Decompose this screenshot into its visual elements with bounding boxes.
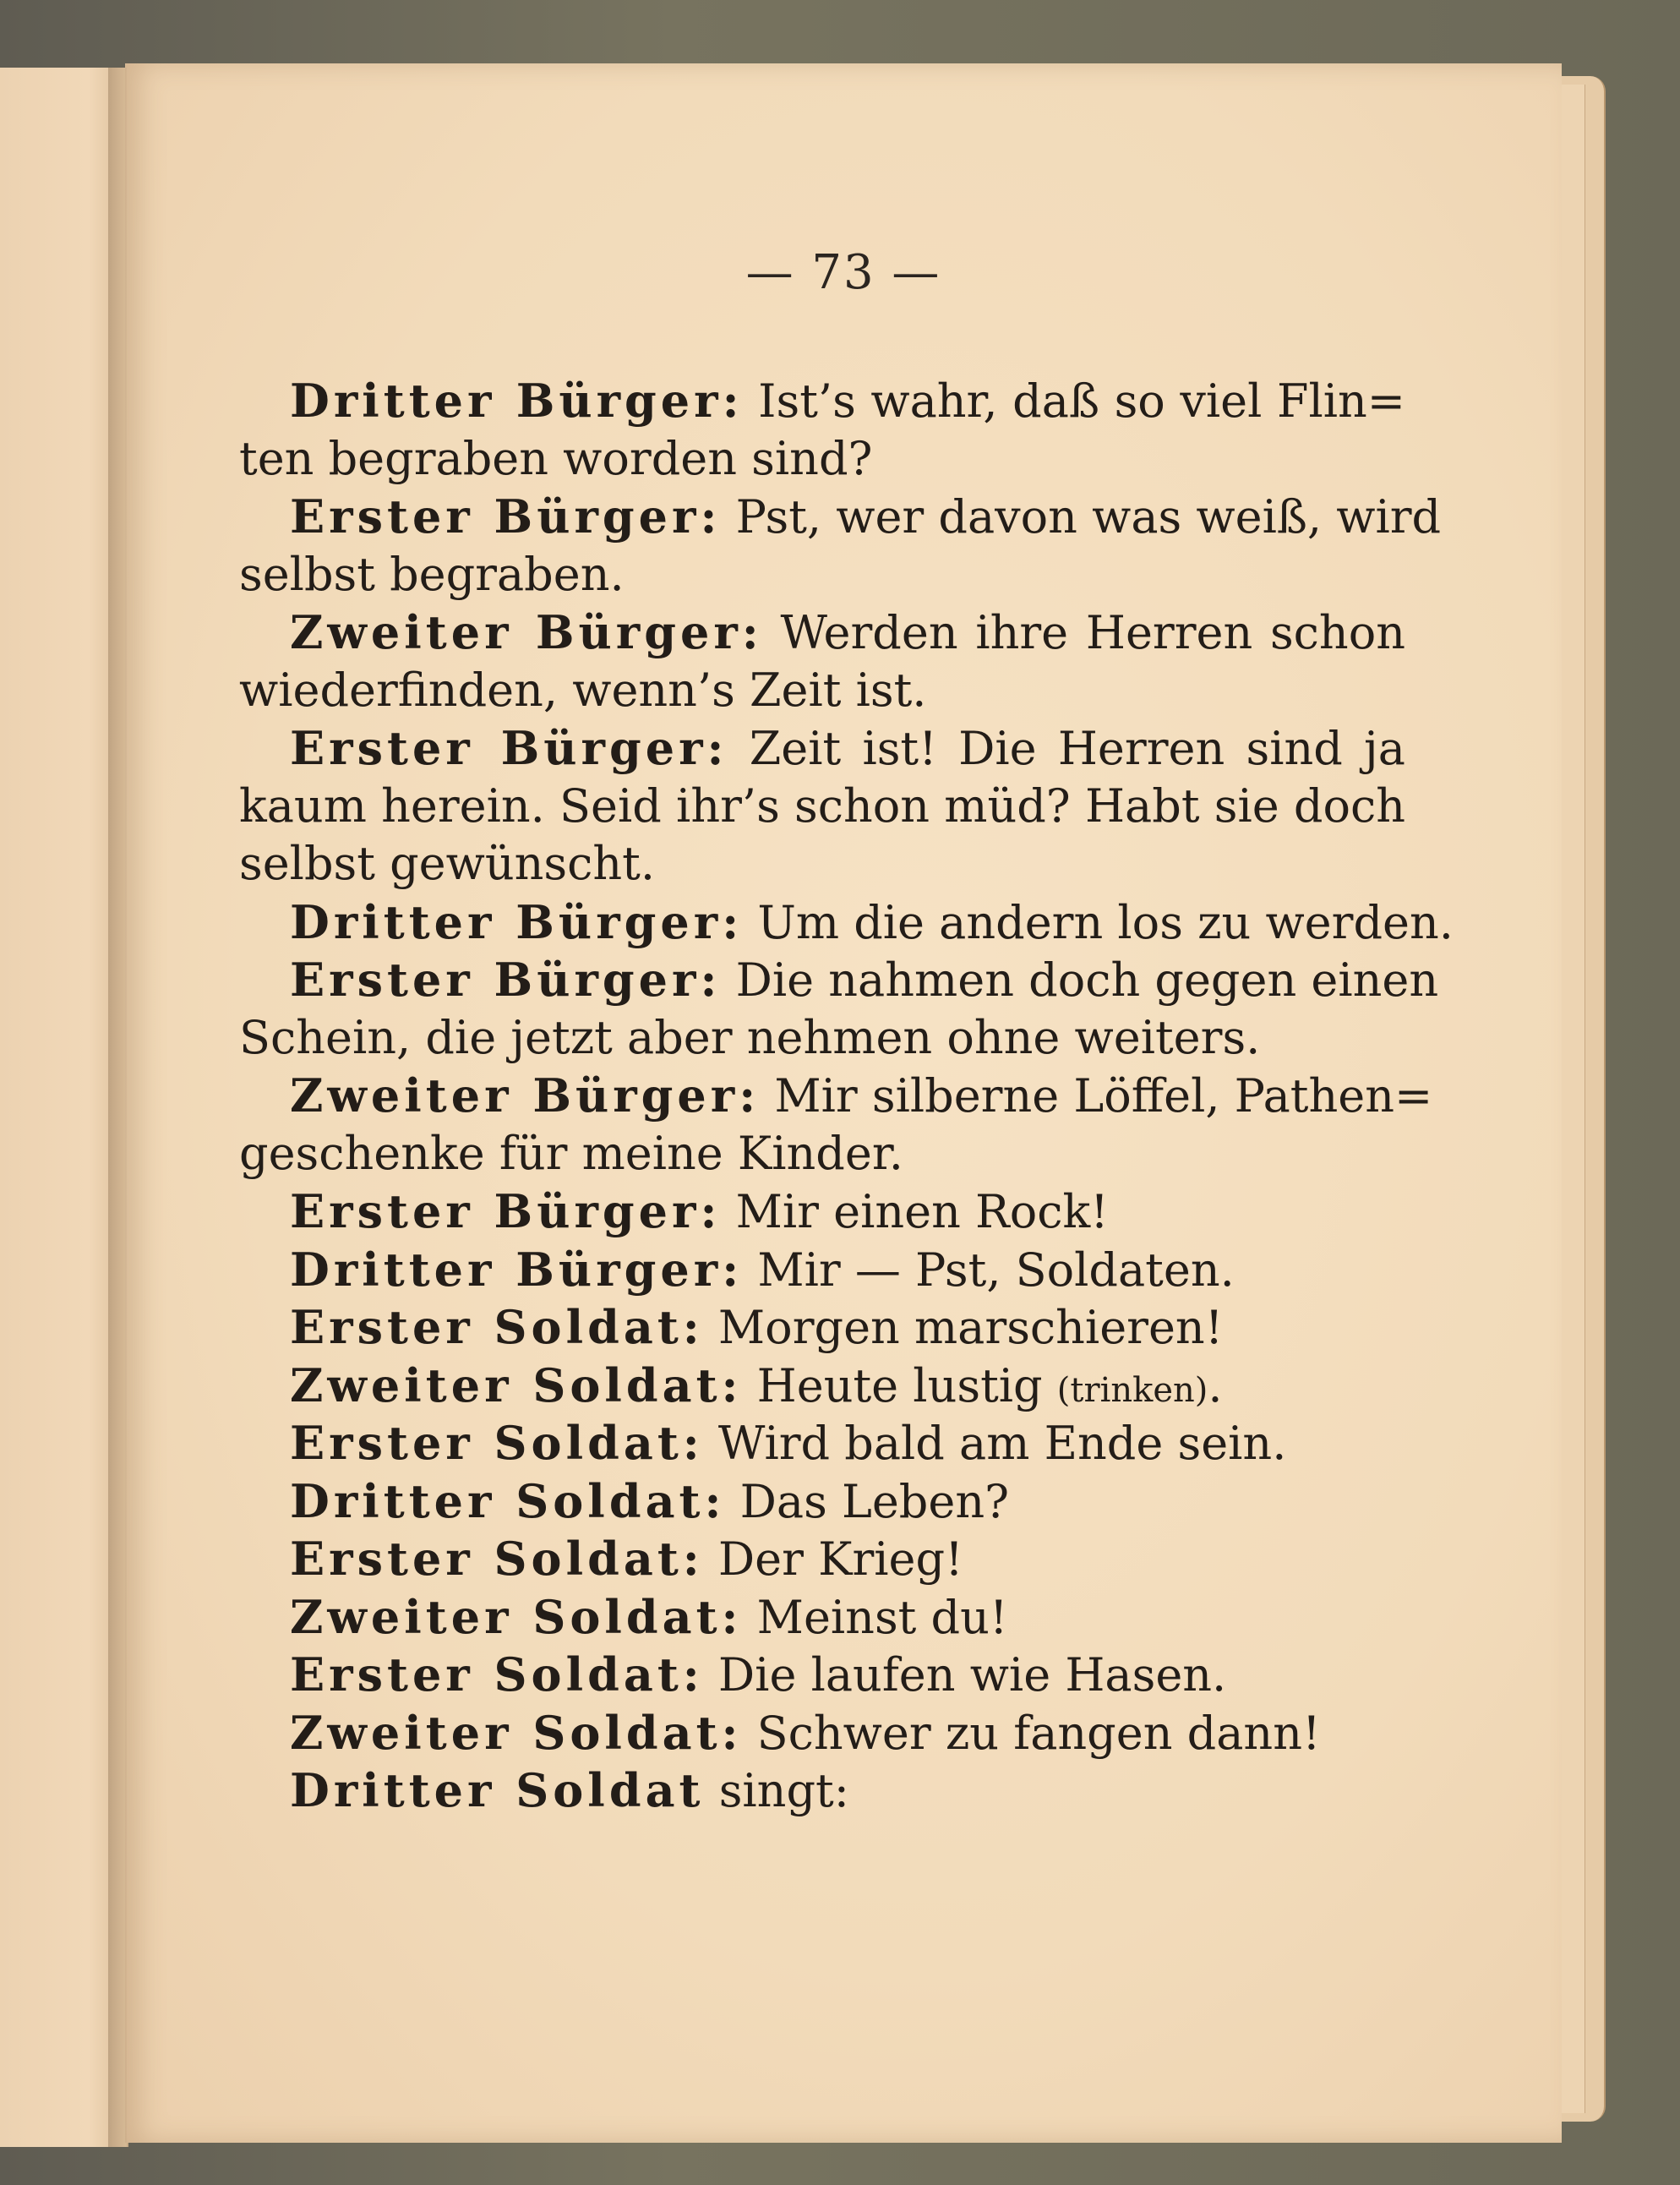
- text-line: [239, 604, 1405, 662]
- text-line: [239, 1241, 1405, 1299]
- text-line: [239, 1125, 1405, 1183]
- line-text: Um die andern los zu werden.: [757, 895, 1454, 949]
- line-text: Mir — Pst, Soldaten.: [757, 1243, 1235, 1297]
- page-number: — 73 —: [745, 245, 941, 300]
- text-line: [239, 546, 1405, 604]
- line-text: Heute lustig: [756, 1358, 1043, 1412]
- text-line: [239, 1414, 1405, 1472]
- speaker-label: Erster Bürger:: [290, 489, 722, 544]
- text-line: [239, 1183, 1405, 1241]
- speaker-label: Erster Soldat:: [290, 1416, 704, 1470]
- book-gutter-shadow: [108, 68, 127, 2147]
- speaker-label: Dritter Bürger:: [290, 894, 744, 949]
- line-text: Schwer zu fangen dann!: [756, 1706, 1321, 1760]
- speaker-label: Erster Soldat:: [290, 1647, 704, 1702]
- line-text: Schein, die jetzt aber nehmen ohne weiters.: [239, 1010, 1261, 1064]
- text-line: [239, 951, 1439, 1009]
- speaker-label: Zweiter Soldat:: [290, 1705, 743, 1760]
- speaker-label: Erster Bürger:: [290, 721, 728, 775]
- speaker-label: Dritter Soldat:: [290, 1473, 726, 1528]
- text-line: [239, 1588, 1405, 1647]
- line-text: selbst gewünscht.: [239, 837, 655, 890]
- line-text: Der Krieg!: [717, 1532, 963, 1586]
- text-line: [239, 778, 1405, 836]
- text-line: [239, 662, 1405, 720]
- speaker-label: Dritter Bürger:: [290, 1242, 744, 1297]
- text-line: [239, 1704, 1405, 1762]
- text-line: [239, 1067, 1433, 1125]
- text-line: [239, 1009, 1405, 1068]
- text-line: [239, 719, 1405, 778]
- line-text: kaum herein. Seid ihr’s schon müd? Habt sie doch: [239, 778, 1405, 833]
- line-text: Das Leben?: [739, 1474, 1010, 1528]
- text-line: [239, 893, 1454, 952]
- line-text: Die laufen wie Hasen.: [717, 1648, 1227, 1702]
- text-line: [239, 372, 1405, 430]
- text-line: [239, 1646, 1405, 1704]
- line-text: ten begraben worden sind?: [239, 431, 873, 485]
- line-text: geschenke für meine Kinder.: [239, 1126, 903, 1180]
- line-text: Wird bald am Ende sein.: [717, 1417, 1287, 1470]
- speaker-label: Zweiter Soldat:: [290, 1589, 743, 1644]
- speaker-label: Dritter Soldat: [290, 1763, 705, 1817]
- line-text: Pst, wer davon was weiß, wird: [735, 490, 1442, 544]
- line-text: wiederfinden, wenn’s Zeit ist.: [239, 663, 927, 717]
- line-text: Mir einen Rock!: [735, 1185, 1109, 1238]
- speaker-label: Erster Bürger:: [290, 1184, 722, 1238]
- text-line: [239, 488, 1442, 546]
- speaker-label: Zweiter Bürger:: [290, 1068, 761, 1123]
- line-text: Die nahmen doch gegen einen: [735, 953, 1439, 1007]
- dialogue-text: [239, 372, 1454, 1820]
- speaker-label: Zweiter Bürger:: [290, 605, 763, 659]
- line-text: Mir silberne Löffel, Pathen=: [774, 1069, 1433, 1123]
- line-text: singt:: [718, 1764, 849, 1817]
- text-line: [239, 1472, 1405, 1531]
- text-line: [239, 1357, 1405, 1415]
- line-punctuation: .: [1208, 1358, 1223, 1412]
- speaker-label: Dritter Bürger:: [290, 374, 744, 428]
- speaker-label: Erster Soldat:: [290, 1532, 704, 1586]
- text-line: [239, 1298, 1405, 1357]
- text-line: [239, 430, 1405, 489]
- line-text: Werden ihre Herren schon: [780, 606, 1405, 659]
- speaker-label: Erster Soldat:: [290, 1300, 704, 1354]
- line-text: Zeit ist! Die Herren sind ja: [749, 722, 1405, 775]
- text-line: [239, 835, 1405, 893]
- line-text: Morgen marschieren!: [717, 1301, 1224, 1354]
- line-text: Ist’s wahr, daß so viel Flin=: [758, 374, 1406, 428]
- text-line: [239, 1530, 1405, 1588]
- line-text: Meinst du!: [756, 1590, 1008, 1644]
- stage-direction: (trinken): [1056, 1370, 1208, 1410]
- book-page: [125, 63, 1562, 2143]
- text-line: [239, 1762, 1405, 1820]
- line-text: selbst begraben.: [239, 547, 625, 601]
- speaker-label: Erster Bürger:: [290, 953, 722, 1007]
- speaker-label: Zweiter Soldat:: [290, 1357, 743, 1412]
